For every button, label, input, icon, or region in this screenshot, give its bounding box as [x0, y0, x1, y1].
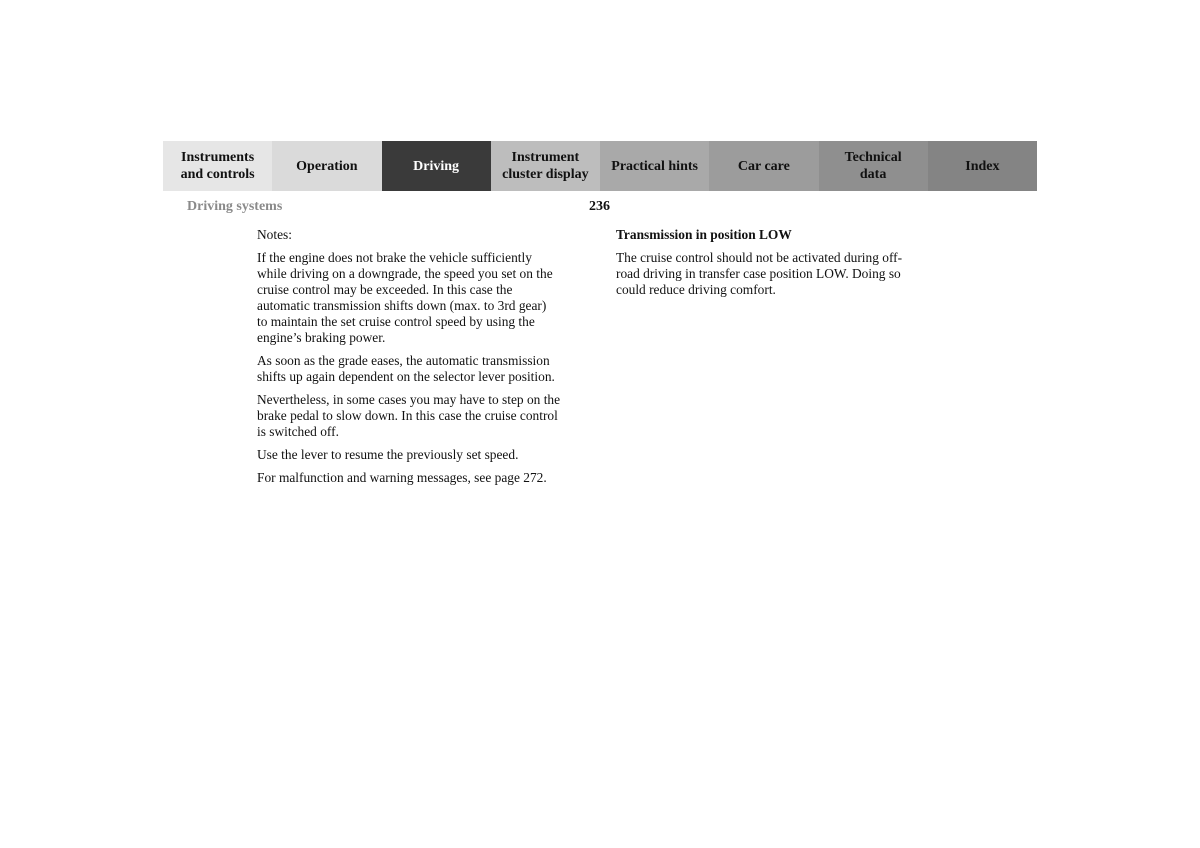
tab-operation[interactable]	[272, 141, 381, 191]
tab-label: Driving	[413, 158, 460, 174]
right-column	[616, 227, 936, 305]
notes-label: Notes:	[257, 227, 292, 242]
paragraph-grade-eases: As soon as the grade eases, the automatic transmission shifts up again dependent on the selector lever position.	[257, 353, 555, 384]
tab-driving[interactable]	[382, 141, 491, 191]
tab-label: Operation	[296, 158, 358, 174]
chapter-tab-bar	[163, 141, 1037, 191]
paragraph-engine-braking: If the engine does not brake the vehicle sufficiently while driving on a downgrade, the speed you set on the cruise control may be exceeded. In this case the automatic transmission shifts down (max. to 3rd gear) to maintain the set cruise control speed by using the engine’s braking power.	[257, 250, 553, 345]
tab-label: Index	[965, 158, 1000, 174]
paragraph-brake-pedal: Nevertheless, in some cases you may have to step on the brake pedal to slow down. In this case the cruise control is switched off.	[257, 392, 561, 439]
tab-practical-hints[interactable]	[600, 141, 709, 191]
paragraph-resume-speed: Use the lever to resume the previously set speed.	[257, 447, 519, 462]
page-number: 236	[589, 199, 610, 214]
left-column	[257, 227, 593, 493]
tab-label: Instruments and controls	[180, 150, 255, 182]
tab-index[interactable]	[928, 141, 1037, 191]
tab-instruments-and-controls[interactable]	[163, 141, 272, 191]
tab-label: Practical hints	[611, 158, 698, 174]
tab-label: Technical data	[844, 150, 902, 182]
tab-technical-data[interactable]	[819, 141, 928, 191]
tab-car-care[interactable]	[709, 141, 818, 191]
paragraph-malfunction-reference: For malfunction and warning messages, see page 272.	[257, 470, 547, 485]
paragraph-low-position: The cruise control should not be activated during off- road driving in transfer case position LOW. Doing so could reduce driving comfort.	[616, 250, 903, 297]
tab-label: Instrument cluster display	[502, 150, 589, 182]
section-heading: Transmission in position LOW	[616, 227, 792, 242]
tab-label: Car care	[737, 158, 790, 174]
section-title: Driving systems	[187, 199, 283, 214]
tab-instrument-cluster-display[interactable]	[491, 141, 600, 191]
